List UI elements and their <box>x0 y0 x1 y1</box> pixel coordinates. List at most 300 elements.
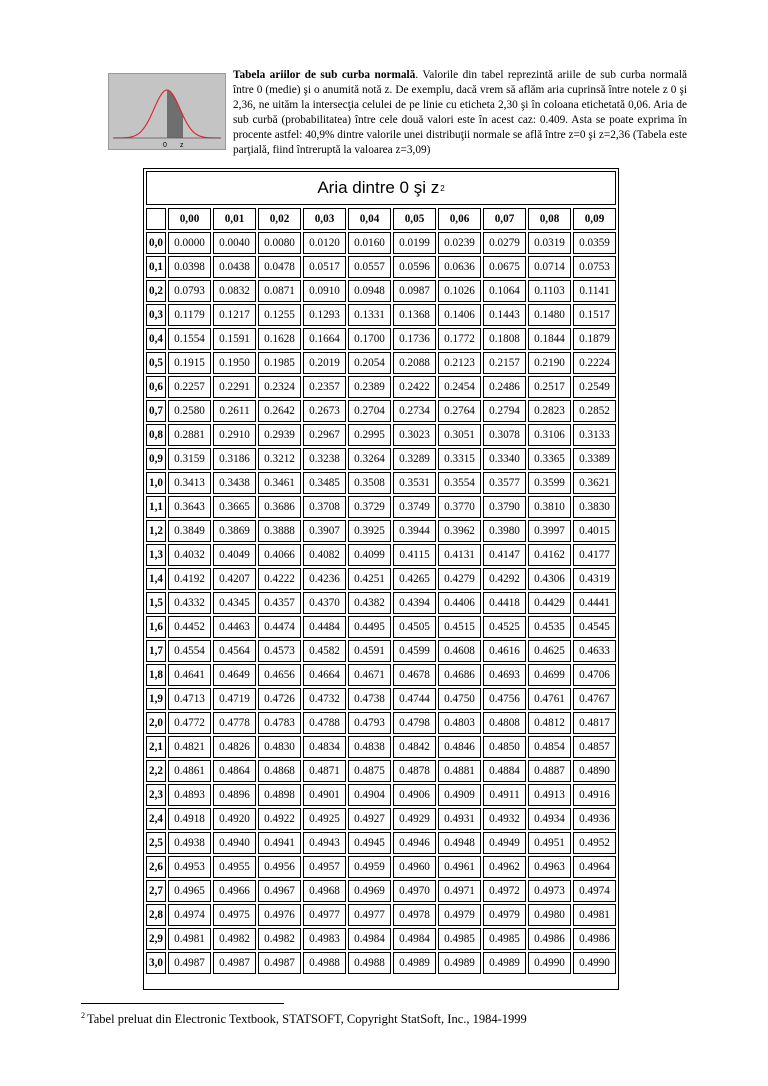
table-cell: 0.4830 <box>258 736 301 758</box>
table-cell: 0.3925 <box>348 520 391 542</box>
table-cell: 0.4948 <box>438 832 481 854</box>
table-cell: 0.3238 <box>303 448 346 470</box>
table-cell: 0.3665 <box>213 496 256 518</box>
table-cell: 0.3962 <box>438 520 481 542</box>
table-cell: 0.1217 <box>213 304 256 326</box>
table-cell: 0.4452 <box>168 616 211 638</box>
table-row <box>146 880 616 902</box>
table-cell: 0.2642 <box>258 400 301 422</box>
table-cell: 0.4989 <box>483 952 526 974</box>
table-cell: 0.4279 <box>438 568 481 590</box>
table-cell: 0.1879 <box>573 328 616 350</box>
table-cell: 0.3485 <box>303 472 346 494</box>
table-cell: 0.4738 <box>348 688 391 710</box>
table-cell: 0.0239 <box>438 232 481 254</box>
table-cell: 0.4633 <box>573 640 616 662</box>
table-cell: 0.4941 <box>258 832 301 854</box>
row-header: 0,2 <box>146 280 166 302</box>
table-cell: 0.4901 <box>303 784 346 806</box>
table-cell: 0.3749 <box>393 496 436 518</box>
table-cell: 0.4990 <box>528 952 571 974</box>
table-cell: 0.1443 <box>483 304 526 326</box>
table-row <box>146 256 616 278</box>
table-cell: 0.3729 <box>348 496 391 518</box>
table-cell: 0.0199 <box>393 232 436 254</box>
column-header: 0,09 <box>573 208 616 230</box>
table-cell: 0.2881 <box>168 424 211 446</box>
table-cell: 0.4505 <box>393 616 436 638</box>
table-cell: 0.2291 <box>213 376 256 398</box>
table-cell: 0.0160 <box>348 232 391 254</box>
table-cell: 0.4783 <box>258 712 301 734</box>
table-cell: 0.4671 <box>348 664 391 686</box>
table-cell: 0.4979 <box>438 904 481 926</box>
table-cell: 0.4925 <box>303 808 346 830</box>
table-cell: 0.2517 <box>528 376 571 398</box>
table-cell: 0.0793 <box>168 280 211 302</box>
table-cell: 0.2611 <box>213 400 256 422</box>
table-cell: 0.2422 <box>393 376 436 398</box>
table-cell: 0.4960 <box>393 856 436 878</box>
table-cell: 0.3770 <box>438 496 481 518</box>
table-cell: 0.2324 <box>258 376 301 398</box>
row-header: 1,9 <box>146 688 166 710</box>
row-header: 2,8 <box>146 904 166 926</box>
table-cell: 0.4582 <box>303 640 346 662</box>
table-row <box>146 640 616 662</box>
table-cell: 0.4975 <box>213 904 256 926</box>
table-cell: 0.4756 <box>483 688 526 710</box>
table-cell: 0.4664 <box>303 664 346 686</box>
table-cell: 0.4292 <box>483 568 526 590</box>
table-cell: 0.4719 <box>213 688 256 710</box>
table-cell: 0.4961 <box>438 856 481 878</box>
table-cell: 0.4920 <box>213 808 256 830</box>
table-cell: 0.4808 <box>483 712 526 734</box>
table-cell: 0.3023 <box>393 424 436 446</box>
table-cell: 0.4927 <box>348 808 391 830</box>
table-cell: 0.1368 <box>393 304 436 326</box>
table-cell: 0.4032 <box>168 544 211 566</box>
row-header: 1,0 <box>146 472 166 494</box>
table-cell: 0.4906 <box>393 784 436 806</box>
column-header: 0,02 <box>258 208 301 230</box>
table-row <box>146 424 616 446</box>
table-cell: 0.4943 <box>303 832 346 854</box>
table-cell: 0.4989 <box>438 952 481 974</box>
table-cell: 0.4980 <box>528 904 571 926</box>
table-corner-cell <box>146 208 166 230</box>
table-cell: 0.4082 <box>303 544 346 566</box>
table-row <box>146 544 616 566</box>
table-cell: 0.3944 <box>393 520 436 542</box>
table-cell: 0.0478 <box>258 256 301 278</box>
table-cell: 0.3315 <box>438 448 481 470</box>
table-cell: 0.4394 <box>393 592 436 614</box>
table-cell: 0.3212 <box>258 448 301 470</box>
column-header: 0,03 <box>303 208 346 230</box>
table-cell: 0.4985 <box>483 928 526 950</box>
table-cell: 0.4015 <box>573 520 616 542</box>
table-cell: 0.4726 <box>258 688 301 710</box>
row-header: 1,7 <box>146 640 166 662</box>
row-header: 0,1 <box>146 256 166 278</box>
table-cell: 0.4953 <box>168 856 211 878</box>
table-cell: 0.4931 <box>438 808 481 830</box>
table-cell: 0.2054 <box>348 352 391 374</box>
table-cell: 0.4772 <box>168 712 211 734</box>
table-cell: 0.4706 <box>573 664 616 686</box>
table-cell: 0.4382 <box>348 592 391 614</box>
table-header-row <box>146 208 616 230</box>
table-cell: 0.0871 <box>258 280 301 302</box>
table-cell: 0.2939 <box>258 424 301 446</box>
table-cell: 0.4985 <box>438 928 481 950</box>
table-cell: 0.0120 <box>303 232 346 254</box>
table-cell: 0.0517 <box>303 256 346 278</box>
row-header: 3,0 <box>146 952 166 974</box>
table-cell: 0.3438 <box>213 472 256 494</box>
table-cell: 0.4990 <box>573 952 616 974</box>
table-cell: 0.2549 <box>573 376 616 398</box>
table-cell: 0.4693 <box>483 664 526 686</box>
table-row <box>146 688 616 710</box>
table-cell: 0.0080 <box>258 232 301 254</box>
table-row <box>146 832 616 854</box>
table-cell: 0.4890 <box>573 760 616 782</box>
footnote-rule <box>81 1003 284 1004</box>
table-cell: 0.4767 <box>573 688 616 710</box>
table-cell: 0.4913 <box>528 784 571 806</box>
table-cell: 0.2764 <box>438 400 481 422</box>
row-header: 2,6 <box>146 856 166 878</box>
table-cell: 0.4857 <box>573 736 616 758</box>
table-cell: 0.4821 <box>168 736 211 758</box>
table-cell: 0.4987 <box>258 952 301 974</box>
table-cell: 0.3869 <box>213 520 256 542</box>
table-row <box>146 808 616 830</box>
table-cell: 0.4842 <box>393 736 436 758</box>
table-cell: 0.0438 <box>213 256 256 278</box>
table-row <box>146 472 616 494</box>
table-row <box>146 448 616 470</box>
table-row <box>146 952 616 974</box>
table-cell: 0.4850 <box>483 736 526 758</box>
table-cell: 0.4982 <box>213 928 256 950</box>
table-cell: 0.4744 <box>393 688 436 710</box>
table-cell: 0.3531 <box>393 472 436 494</box>
table-cell: 0.4798 <box>393 712 436 734</box>
table-cell: 0.3643 <box>168 496 211 518</box>
row-header: 2,3 <box>146 784 166 806</box>
table-cell: 0.1480 <box>528 304 571 326</box>
table-cell: 0.0910 <box>303 280 346 302</box>
table-cell: 0.3508 <box>348 472 391 494</box>
table-cell: 0.4929 <box>393 808 436 830</box>
table-cell: 0.3686 <box>258 496 301 518</box>
table-row <box>146 592 616 614</box>
table-cell: 0.1808 <box>483 328 526 350</box>
table-cell: 0.3907 <box>303 520 346 542</box>
table-cell: 0.4951 <box>528 832 571 854</box>
table-cell: 0.0832 <box>213 280 256 302</box>
column-header: 0,05 <box>393 208 436 230</box>
z-table <box>143 168 619 990</box>
table-cell: 0.4968 <box>303 880 346 902</box>
footnote <box>81 1011 527 1027</box>
table-cell: 0.4713 <box>168 688 211 710</box>
table-cell: 0.4788 <box>303 712 346 734</box>
table-title-box <box>146 171 616 205</box>
table-cell: 0.1628 <box>258 328 301 350</box>
table-cell: 0.4699 <box>528 664 571 686</box>
table-cell: 0.4986 <box>528 928 571 950</box>
table-cell: 0.3365 <box>528 448 571 470</box>
row-header: 2,4 <box>146 808 166 830</box>
table-cell: 0.2734 <box>393 400 436 422</box>
table-cell: 0.4564 <box>213 640 256 662</box>
row-header: 1,4 <box>146 568 166 590</box>
table-cell: 0.4932 <box>483 808 526 830</box>
table-cell: 0.4974 <box>573 880 616 902</box>
table-cell: 0.4979 <box>483 904 526 926</box>
table-cell: 0.3599 <box>528 472 571 494</box>
table-cell: 0.4974 <box>168 904 211 926</box>
table-row <box>146 784 616 806</box>
table-cell: 0.4649 <box>213 664 256 686</box>
table-cell: 0.0557 <box>348 256 391 278</box>
table-cell: 0.2123 <box>438 352 481 374</box>
column-header: 0,08 <box>528 208 571 230</box>
intro-title: Tabela ariilor de sub curba normală <box>233 69 416 81</box>
table-row <box>146 496 616 518</box>
table-cell: 0.4573 <box>258 640 301 662</box>
table-cell: 0.4265 <box>393 568 436 590</box>
row-header: 2,5 <box>146 832 166 854</box>
table-cell: 0.2019 <box>303 352 346 374</box>
table-cell: 0.1772 <box>438 328 481 350</box>
table-cell: 0.4987 <box>168 952 211 974</box>
table-cell: 0.3888 <box>258 520 301 542</box>
column-header: 0,04 <box>348 208 391 230</box>
table-cell: 0.3106 <box>528 424 571 446</box>
table-cell: 0.4878 <box>393 760 436 782</box>
table-cell: 0.4147 <box>483 544 526 566</box>
table-cell: 0.4441 <box>573 592 616 614</box>
table-cell: 0.1554 <box>168 328 211 350</box>
table-cell: 0.0948 <box>348 280 391 302</box>
table-cell: 0.4984 <box>393 928 436 950</box>
table-cell: 0.4066 <box>258 544 301 566</box>
table-cell: 0.4911 <box>483 784 526 806</box>
table-row <box>146 232 616 254</box>
normal-curve-figure <box>108 73 226 150</box>
row-header: 0,7 <box>146 400 166 422</box>
table-cell: 0.1331 <box>348 304 391 326</box>
table-cell: 0.4945 <box>348 832 391 854</box>
table-cell: 0.4969 <box>348 880 391 902</box>
column-header: 0,07 <box>483 208 526 230</box>
table-cell: 0.4535 <box>528 616 571 638</box>
table-cell: 0.4987 <box>213 952 256 974</box>
table-cell: 0.4875 <box>348 760 391 782</box>
table-cell: 0.4608 <box>438 640 481 662</box>
table-cell: 0.4973 <box>528 880 571 902</box>
table-row <box>146 376 616 398</box>
table-cell: 0.1103 <box>528 280 571 302</box>
table-cell: 0.2910 <box>213 424 256 446</box>
table-cell: 0.4918 <box>168 808 211 830</box>
table-cell: 0.4826 <box>213 736 256 758</box>
table-cell: 0.4525 <box>483 616 526 638</box>
table-cell: 0.4474 <box>258 616 301 638</box>
table-cell: 0.4406 <box>438 592 481 614</box>
table-cell: 0.4952 <box>573 832 616 854</box>
row-header: 2,2 <box>146 760 166 782</box>
table-cell: 0.4418 <box>483 592 526 614</box>
column-header: 0,06 <box>438 208 481 230</box>
row-header: 1,6 <box>146 616 166 638</box>
table-cell: 0.3830 <box>573 496 616 518</box>
normal-curve-graphic <box>109 74 225 149</box>
table-cell: 0.4854 <box>528 736 571 758</box>
table-cell: 0.4357 <box>258 592 301 614</box>
table-cell: 0.4678 <box>393 664 436 686</box>
table-cell: 0.2088 <box>393 352 436 374</box>
table-cell: 0.3133 <box>573 424 616 446</box>
table-cell: 0.4959 <box>348 856 391 878</box>
table-cell: 0.4625 <box>528 640 571 662</box>
table-cell: 0.2157 <box>483 352 526 374</box>
row-header: 0,9 <box>146 448 166 470</box>
table-cell: 0.4641 <box>168 664 211 686</box>
table-cell: 0.3289 <box>393 448 436 470</box>
table-cell: 0.4887 <box>528 760 571 782</box>
table-cell: 0.4986 <box>573 928 616 950</box>
table-cell: 0.4838 <box>348 736 391 758</box>
table-cell: 0.4554 <box>168 640 211 662</box>
table-cell: 0.4761 <box>528 688 571 710</box>
table-cell: 0.1255 <box>258 304 301 326</box>
table-cell: 0.3389 <box>573 448 616 470</box>
table-cell: 0.4898 <box>258 784 301 806</box>
figure-label-zero: 0 <box>163 142 167 149</box>
table-cell: 0.1591 <box>213 328 256 350</box>
table-cell: 0.1026 <box>438 280 481 302</box>
table-cell: 0.4864 <box>213 760 256 782</box>
intro-text: . Valorile din tabel reprezintă ariile de sub curba normală între 0 (medie) şi o anumită notă z. De exemplu, dacă vrem să aflăm aria cuprinsă între notele z 0 şi 2,36, ne uităm la intersecţia celulei de pe linie cu eticheta 2,30 şi în coloana etichetată 0,06. Aria de sub curbă (probabilitatea) între cele două valori este în acest caz: 0.409. Asta se poate exprima în procente astfel: 40,9% dintre valorile unei distribuţii normale se află între z=0 şi z=2,36 (Tabela este parţială, fiind întreruptă la valoarea z=3,09) <box>233 69 687 157</box>
table-row <box>146 928 616 950</box>
table-title: Aria dintre 0 şi z <box>317 178 440 197</box>
table-cell: 0.3810 <box>528 496 571 518</box>
table-cell: 0.4964 <box>573 856 616 878</box>
figure-label-z: z <box>180 142 184 149</box>
table-cell: 0.4949 <box>483 832 526 854</box>
table-row <box>146 304 616 326</box>
table-cell: 0.3159 <box>168 448 211 470</box>
table-cell: 0.2995 <box>348 424 391 446</box>
table-cell: 0.4131 <box>438 544 481 566</box>
table-cell: 0.3051 <box>438 424 481 446</box>
table-cell: 0.4686 <box>438 664 481 686</box>
table-cell: 0.4162 <box>528 544 571 566</box>
table-cell: 0.0987 <box>393 280 436 302</box>
table-cell: 0.3849 <box>168 520 211 542</box>
row-header: 0,3 <box>146 304 166 326</box>
table-cell: 0.2852 <box>573 400 616 422</box>
table-cell: 0.4370 <box>303 592 346 614</box>
table-cell: 0.1293 <box>303 304 346 326</box>
table-cell: 0.4656 <box>258 664 301 686</box>
table-cell: 0.4236 <box>303 568 346 590</box>
table-title-footnote-mark: 2 <box>440 183 445 193</box>
table-cell: 0.4793 <box>348 712 391 734</box>
table-cell: 0.1700 <box>348 328 391 350</box>
table-cell: 0.2486 <box>483 376 526 398</box>
table-cell: 0.1406 <box>438 304 481 326</box>
column-header: 0,00 <box>168 208 211 230</box>
row-header: 1,1 <box>146 496 166 518</box>
table-cell: 0.3413 <box>168 472 211 494</box>
table-cell: 0.3461 <box>258 472 301 494</box>
table-cell: 0.1915 <box>168 352 211 374</box>
table-cell: 0.4803 <box>438 712 481 734</box>
table-cell: 0.1844 <box>528 328 571 350</box>
table-cell: 0.0636 <box>438 256 481 278</box>
table-cell: 0.4976 <box>258 904 301 926</box>
row-header: 2,1 <box>146 736 166 758</box>
table-cell: 0.2454 <box>438 376 481 398</box>
table-cell: 0.4881 <box>438 760 481 782</box>
table-cell: 0.4988 <box>303 952 346 974</box>
table-row <box>146 712 616 734</box>
table-row <box>146 760 616 782</box>
table-cell: 0.4934 <box>528 808 571 830</box>
table-cell: 0.4871 <box>303 760 346 782</box>
table-cell: 0.4778 <box>213 712 256 734</box>
table-cell: 0.2190 <box>528 352 571 374</box>
row-header: 0,0 <box>146 232 166 254</box>
table-cell: 0.4332 <box>168 592 211 614</box>
table-cell: 0.4957 <box>303 856 346 878</box>
table-cell: 0.2257 <box>168 376 211 398</box>
table-row <box>146 280 616 302</box>
table-cell: 0.0319 <box>528 232 571 254</box>
table-cell: 0.4812 <box>528 712 571 734</box>
table-cell: 0.4963 <box>528 856 571 878</box>
table-cell: 0.4977 <box>348 904 391 926</box>
table-cell: 0.4967 <box>258 880 301 902</box>
table-cell: 0.4983 <box>303 928 346 950</box>
table-cell: 0.4732 <box>303 688 346 710</box>
table-cell: 0.4750 <box>438 688 481 710</box>
table-cell: 0.4817 <box>573 712 616 734</box>
row-header: 1,5 <box>146 592 166 614</box>
column-header: 0,01 <box>213 208 256 230</box>
table-cell: 0.4956 <box>258 856 301 878</box>
table-cell: 0.4591 <box>348 640 391 662</box>
table-cell: 0.4965 <box>168 880 211 902</box>
row-header: 1,3 <box>146 544 166 566</box>
table-cell: 0.0279 <box>483 232 526 254</box>
table-cell: 0.4861 <box>168 760 211 782</box>
row-header: 2,0 <box>146 712 166 734</box>
table-cell: 0.4207 <box>213 568 256 590</box>
table-cell: 0.4484 <box>303 616 346 638</box>
row-header: 1,2 <box>146 520 166 542</box>
table-cell: 0.2967 <box>303 424 346 446</box>
row-header: 1,8 <box>146 664 166 686</box>
